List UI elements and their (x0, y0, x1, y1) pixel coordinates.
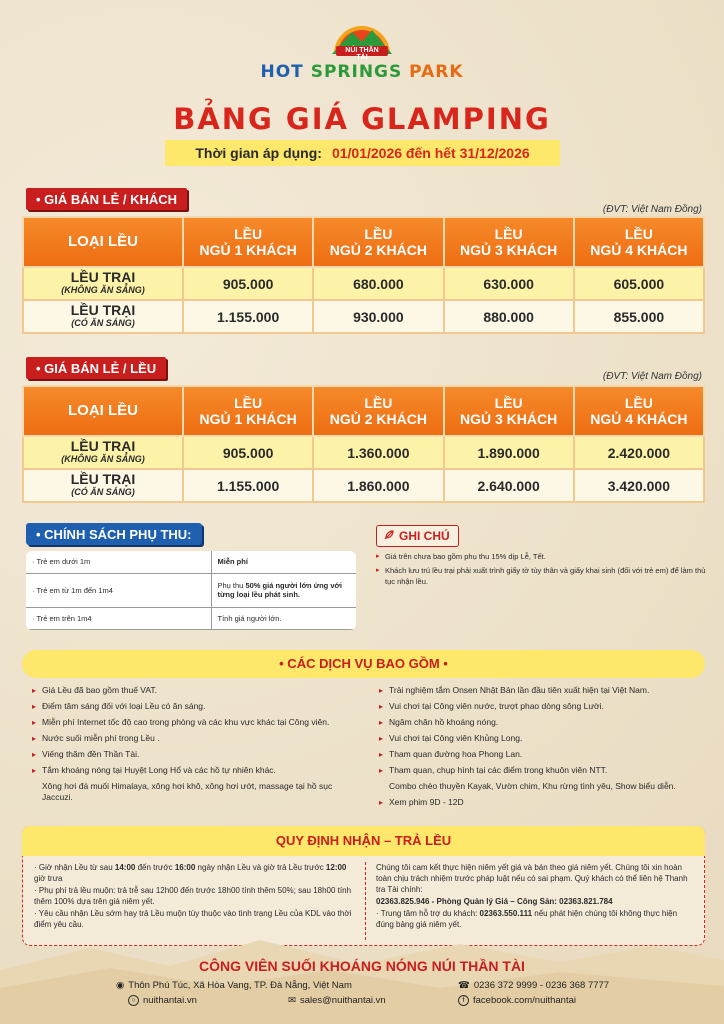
table-row (26, 551, 356, 573)
park-name-springs: SPRINGS (310, 62, 403, 82)
phone-icon: ☎ (458, 980, 470, 991)
rules-right (376, 862, 694, 931)
services-left-list (32, 685, 350, 808)
policy-who: · Trẻ em dưới 1m (26, 551, 211, 573)
list-item: ▸ Miễn phí Internet tốc độ cao trong phòng và các khu vực khác tại Công viên. (32, 717, 350, 728)
price-cell: 1.360.000 (313, 436, 443, 469)
list-item: ▸ Xem phim 9D - 12D (379, 797, 707, 808)
rules-late-fee: · Phụ phí trả lều muộn: trả trễ sau 12h00 đến trước 18h00 tính thêm 50%; sau 18h00 tính thêm 100% dựa trên giá niêm yết. (34, 886, 352, 906)
list-item: ▸ Khách lưu trú lều trại phải xuất trình giấy tờ tùy thân và giấy khai sinh (đối với trẻ em) để làm thủ tục nhận lều. (376, 565, 708, 587)
price-table-per-tent (22, 385, 705, 503)
table-header: LOẠI LỀU (23, 217, 183, 267)
price-cell: 905.000 (183, 267, 313, 300)
page-title: BẢNG GIÁ GLAMPING (173, 102, 551, 136)
table-header: LỀU NGỦ 2 KHÁCH (313, 386, 443, 436)
park-name-hot: HOT (260, 62, 304, 82)
list-item: Xông hơi đá muối Himalaya, xông hơi khô, xông hơi ướt, massage tại hồ sục Jaccuzi. (42, 781, 333, 802)
table-header: LỀU NGỦ 1 KHÁCH (183, 386, 313, 436)
mail-icon: ✉ (288, 995, 296, 1006)
footer-address: ◉ Thôn Phú Túc, Xã Hòa Vang, TP. Đà Nẵng, Việt Nam (116, 980, 352, 991)
footer-phone: ☎ 0236 372 9999 - 0236 368 7777 (458, 980, 610, 991)
table-row (23, 436, 704, 469)
logo-text: NÚI THẦN TÀI (345, 47, 379, 61)
section-tag-per-guest: • GIÁ BÁN LẺ / KHÁCH (26, 188, 187, 210)
services-title: • CÁC DỊCH VỤ BAO GỒM • (22, 650, 705, 678)
table-header: LOẠI LỀU (23, 386, 183, 436)
services-right-list (379, 685, 707, 813)
price-table-per-guest (22, 216, 705, 334)
table-header: LỀU NGỦ 2 KHÁCH (313, 217, 443, 267)
rules-support: · Trung tâm hỗ trợ du khách: 02363.550.111 nếu phát hiện chúng tôi không thực hiện đúng bảng giá niêm yết. (376, 909, 678, 929)
table-row (26, 607, 356, 629)
table-row (23, 469, 704, 502)
validity-bar (165, 140, 560, 166)
price-cell: 855.000 (574, 300, 704, 333)
policy-rule: Phụ thu 50% giá người lớn ứng với từng loại lều phát sinh. (211, 573, 356, 607)
footer-facebook: f facebook.com/nuithantai (458, 995, 576, 1006)
list-item: ▸ Viếng thăm đền Thần Tài. (32, 749, 350, 760)
price-cell: 3.420.000 (574, 469, 704, 502)
facebook-icon: f (458, 995, 469, 1006)
currency-unit: (ĐVT: Việt Nam Đồng) (602, 371, 702, 382)
notes-tag (376, 525, 459, 547)
list-item: ▸ Tắm khoáng nóng tại Huyệt Long Hổ và các hồ tự nhiên khác. (32, 765, 350, 776)
rules-checkin: · Giờ nhận Lều từ sau 14:00 đến trước 16:00 ngày nhận Lều và giờ trả Lều trước 12:00 giờ trưa (34, 863, 347, 883)
policy-who: · Trẻ em trên 1m4 (26, 607, 211, 629)
price-cell: 905.000 (183, 436, 313, 469)
list-item: Combo chèo thuyền Kayak, Vườn chim, Khu rừng tình yêu, Show biểu diễn. (389, 781, 676, 791)
mountain-logo-icon (328, 16, 396, 61)
policy-rule: Tính giá người lớn. (211, 607, 356, 629)
list-item: ▸ Vui chơi tại Công viên nước, trượt phao dòng sông Lười. (379, 701, 707, 712)
price-cell: 1.890.000 (444, 436, 574, 469)
list-item: ▸ Điểm tâm sáng đối với loại Lều có ăn sáng. (32, 701, 350, 712)
price-cell: 930.000 (313, 300, 443, 333)
table-row (26, 573, 356, 607)
table-row (23, 267, 704, 300)
rules-early-late: · Yêu cầu nhận Lều sớm hay trả Lều muộn tùy thuộc vào tình trạng Lều của KDL vào thời điểm yêu cầu. (34, 909, 352, 929)
footer-email: ✉ sales@nuithantai.vn (288, 995, 386, 1006)
price-cell: 1.155.000 (183, 300, 313, 333)
logo (0, 16, 724, 82)
feather-pen-icon (383, 529, 395, 544)
tent-type: LỀU TRẠI (KHÔNG ĂN SÁNG) (23, 267, 183, 300)
rules-title: QUY ĐỊNH NHẬN – TRẢ LỀU (22, 826, 705, 856)
surcharge-table (26, 551, 356, 630)
price-cell: 605.000 (574, 267, 704, 300)
list-item: ▸ Tham quan đường hoa Phong Lan. (379, 749, 707, 760)
table-header: LỀU NGỦ 4 KHÁCH (574, 386, 704, 436)
globe-icon: ○ (128, 995, 139, 1006)
policy-rule: Miễn phí (211, 551, 356, 573)
list-item: ▸ Tham quan, chụp hình tại các điểm trong khuôn viên NTT. (379, 765, 707, 776)
rules-hotlines: 02363.825.946 - Phòng Quản lý Giá – Công Sản: 02363.821.784 (376, 897, 613, 906)
list-item: ▸ Giá trên chưa bao gồm phụ thu 15% dịp Lễ, Tết. (376, 551, 708, 562)
price-cell: 680.000 (313, 267, 443, 300)
tent-type: LỀU TRẠI (CÓ ĂN SÁNG) (23, 300, 183, 333)
notes-tag-label: GHI CHÚ (399, 529, 450, 543)
policy-who: · Trẻ em từ 1m đến 1m4 (26, 573, 211, 607)
list-item: ▸ Ngâm chân hồ khoáng nóng. (379, 717, 707, 728)
mountain-background-icon (0, 930, 724, 1024)
policy-tag: • CHÍNH SÁCH PHỤ THU: (26, 523, 202, 545)
price-cell: 2.420.000 (574, 436, 704, 469)
tent-type: LỀU TRẠI (CÓ ĂN SÁNG) (23, 469, 183, 502)
rules-commitment: Chúng tôi cam kết thực hiện niêm yết giá và bán theo giá niêm yết. Chúng tôi xin hoàn toàn chịu trách nhiệm trước pháp luật nếu có sai phạm. Quý khách có thể liên hệ Thanh tra Tài chính: (376, 863, 688, 894)
divider (365, 862, 366, 940)
rules-left (34, 862, 356, 931)
section-tag-per-tent: • GIÁ BÁN LẺ / LỀU (26, 357, 166, 379)
tent-type: LỀU TRẠI (KHÔNG ĂN SÁNG) (23, 436, 183, 469)
park-name (0, 62, 724, 82)
notes-list (376, 551, 708, 590)
table-header: LỀU NGỦ 4 KHÁCH (574, 217, 704, 267)
validity-label: Thời gian áp dụng: (195, 145, 322, 161)
price-cell: 880.000 (444, 300, 574, 333)
price-cell: 1.155.000 (183, 469, 313, 502)
price-cell: 2.640.000 (444, 469, 574, 502)
table-header: LỀU NGỦ 3 KHÁCH (444, 386, 574, 436)
footer-title: CÔNG VIÊN SUỐI KHOÁNG NÓNG NÚI THẦN TÀI (199, 958, 525, 974)
validity-value: 01/01/2026 đến hết 31/12/2026 (331, 145, 530, 161)
list-item: ▸ Vui chơi tại Công viên Khủng Long. (379, 733, 707, 744)
price-cell: 1.860.000 (313, 469, 443, 502)
location-pin-icon: ◉ (116, 980, 125, 991)
table-row (23, 300, 704, 333)
list-item: ▸ Trải nghiệm tắm Onsen Nhật Bản lần đầu tiên xuất hiện tại Việt Nam. (379, 685, 707, 696)
list-item: ▸ Nước suối miễn phí trong Lều . (32, 733, 350, 744)
table-header: LỀU NGỦ 1 KHÁCH (183, 217, 313, 267)
footer-website: ○ nuithantai.vn (128, 995, 197, 1006)
list-item: ▸ Giá Lều đã bao gồm thuế VAT. (32, 685, 350, 696)
park-name-park: PARK (409, 62, 464, 82)
currency-unit: (ĐVT: Việt Nam Đồng) (602, 204, 702, 215)
table-header: LỀU NGỦ 3 KHÁCH (444, 217, 574, 267)
price-cell: 630.000 (444, 267, 574, 300)
